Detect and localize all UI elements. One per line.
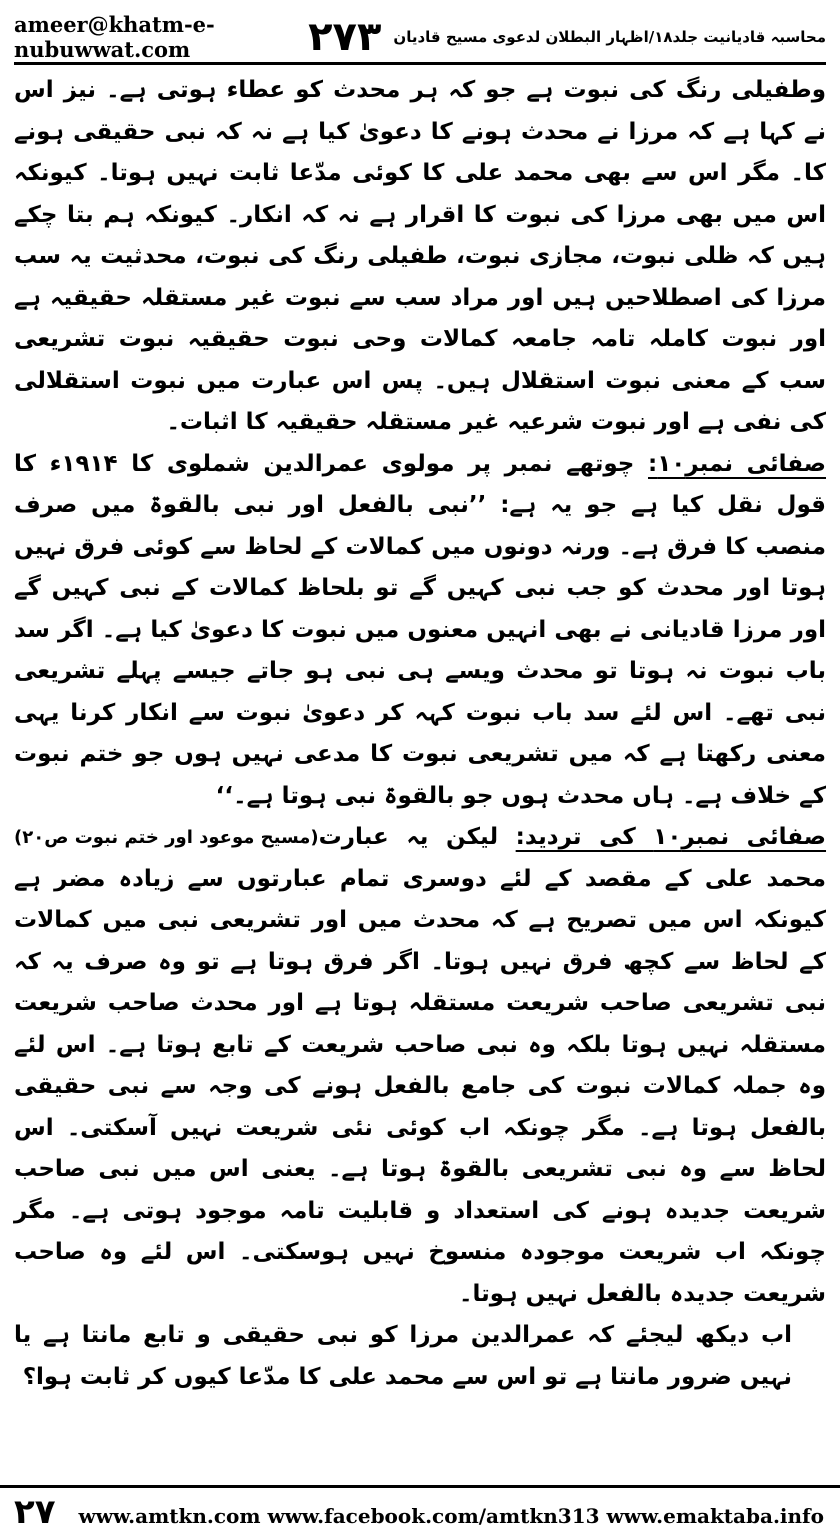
header-email: ameer@khatm-e-nubuwwat.com [14,12,215,62]
footer-links: www.amtkn.com www.facebook.com/amtkn313 www.emaktaba.info [78,1504,824,1528]
footer-page-number: ۲۷ [14,1492,56,1532]
header-rule [14,62,826,65]
paragraph-4: اب دیکھ لیجئے کہ عمرالدین مرزا کو نبی حقیقی و تابع مانتا ہے یا نہیں ضرور مانتا ہے تو اس سے محمد علی کا مدّعا کیوں کر ثابت ہوا؟ [14,1322,792,1390]
page-header [14,14,826,60]
paragraph-3-text: لیکن یہ عبارت محمد علی کے مقصد کے لئے دوسری تمام عبارتوں سے زیادہ مضر ہے کیونکہ اس میں تصریح ہے کہ محدث میں اور تشریعی نبی میں کمالات کے لحاظ سے کچھ فرق نہیں ہوتا۔ اگر فرق ہوتا ہے تو وہ صرف یہ کہ نبی تشریعی صاحب شریعت مستقلہ ہوتا ہے اور محدث صاحب شریعت مستقلہ نہیں ہوتا بلکہ وہ نبی صاحب شریعت کے تابع ہوتا ہے۔ اس لئے وہ جملہ کمالات نبوت کی جامع بالفعل ہونے کی وجہ سے نبی حقیقی بالفعل ہوتا ہے۔ مگر چونکہ اب کوئی نئی شریعت نہیں آسکتی۔ اس لحاظ سے وہ نبی تشریعی بالقوۃ ہوتا ہے۔ یعنی اس میں نبی صاحب شریعت جدیدہ ہونے کی استعداد و قابلیت تامہ موجود ہوتی ہے۔ مگر چونکہ اب شریعت موجودہ منسوخ نہیں ہوسکتی۔ اس لئے وہ صاحب شریعت جدیدہ بالفعل نہیں ہوتا۔ [14,824,826,1307]
paragraph-2-text: چوتھے نمبر پر مولوی عمرالدین شملوی کا ۱۹۱۴ء کا قول نقل کیا ہے جو یہ ہے: ’’نبی بالفعل اور نبی بالقوۃ میں صرف منصب کا فرق ہے۔ ورنہ دونوں میں کمالات کے لحاظ سے کوئی فرق نہیں ہوتا اور محدث کو جب نبی کہیں گے تو بلحاظ کمالات کے نبی کہیں گے اور مرزا قادیانی نے بھی انہیں معنوں میں نبوت کا دعویٰ کیا ہے۔ اگر سد باب نبوت نہ ہوتا تو محدث ویسے ہی نبی ہو جاتے جیسے پہلے تشریعی نبی تھے۔ اس لئے سد باب نبوت کہہ کر دعویٰ نبوت سے انکار کرنا یہی معنی رکھتا ہے کہ میں تشریعی نبوت کا مدعی نہیں ہوں جو ختم نبوت کے خلاف ہے۔ ہاں محدث ہوں جو بالقوۃ نبی ہوتا ہے۔‘‘ [14,450,826,809]
header-right [308,14,826,60]
section-heading-1: صفائی نمبر۱۰: [648,450,826,477]
series-title: محاسبہ قادیانیت جلد۱۸/اظہار البطلان لدعوی مسیح قادیان [393,28,826,46]
paragraph-1: وطفیلی رنگ کی نبوت ہے جو کہ ہر محدث کو عطاء ہوتی ہے۔ نیز اس نے کہا ہے کہ مرزا نے محدث ہونے کا دعویٰ کیا ہے نہ کہ نبی حقیقی ہونے کا۔ مگر اس سے بھی محمد علی کا کوئی مدّعا ثابت نہیں ہوتا۔ کیونکہ اس میں بھی مرزا کی نبوت کا اقرار ہے نہ کہ انکار۔ کیونکہ ہم بتا چکے ہیں کہ ظلی نبوت، مجازی نبوت، طفیلی رنگ کی نبوت، محدثیت یہ سب مرزا کی اصطلاحیں ہیں اور مراد سب سے نبوت غیر مستقلہ حقیقیہ ہے اور نبوت کاملہ تامہ جامعہ کمالات وحی نبوت حقیقیہ نبوت تشریعی سب کے معنی نبوت استقلال ہیں۔ پس اس عبارت میں نبوت استقلالی کی نفی ہے اور نبوت شرعیہ غیر مستقلہ حقیقیہ کا اثبات۔ [14,77,826,435]
citation: (مسیح موعود اور ختم نبوت ص۲۰) [14,827,319,848]
section-heading-2: صفائی نمبر۱۰ کی تردید: [515,824,827,850]
page-number: ۲۷۳ [308,14,382,60]
page-body [14,70,826,1470]
paragraph-3 [14,817,826,1315]
